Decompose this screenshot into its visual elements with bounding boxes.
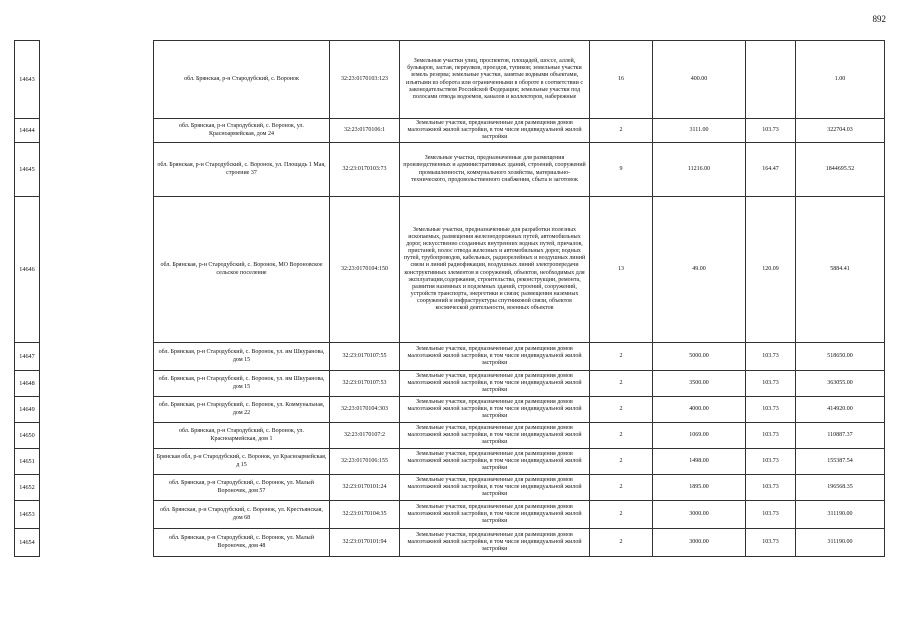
address-cell: обл. Брянская, р-н Стародубский, с. Воронок, ул. Малый Вороночек, дом 57	[154, 475, 330, 501]
cadastral-value-cell: 311190.00	[796, 501, 885, 529]
row-number: 14654	[15, 529, 40, 557]
blank-column	[40, 197, 154, 343]
area-cell: 1498.00	[653, 449, 746, 475]
specific-value-cell: 103.73	[746, 501, 796, 529]
cadastral-number-cell: 32:23:0170103:73	[330, 143, 400, 197]
address-cell: обл. Брянская, р-н Стародубский, с. Воронок, ул. Красноармейская, дом 24	[154, 119, 330, 143]
area-cell: 3000.00	[653, 529, 746, 557]
land-use-code-cell: 2	[590, 529, 653, 557]
cadastral-number-cell: 32:23:0170107:55	[330, 343, 400, 371]
address-cell: обл. Брянская, р-н Стародубский, с. Воронок, ул. им Шкуранова, дом 15	[154, 343, 330, 371]
address-cell: обл. Брянская, р-н Стародубский, с. Воронок, ул. им Шкуранова, дом 15	[154, 371, 330, 397]
table-row	[15, 449, 885, 475]
cadastral-value-cell: 363055.00	[796, 371, 885, 397]
specific-value-cell: 164.47	[746, 143, 796, 197]
row-number: 14645	[15, 143, 40, 197]
row-number: 14648	[15, 371, 40, 397]
land-use-cell: Земельные участки, предназначенные для размещения домов малоэтажной жилой застройки, в том числе индивидуальной жилой застройки	[400, 449, 590, 475]
land-use-code-cell: 9	[590, 143, 653, 197]
cadastral-value-cell: 155387.54	[796, 449, 885, 475]
area-cell: 49.00	[653, 197, 746, 343]
land-use-code-cell: 16	[590, 41, 653, 119]
land-use-cell: Земельные участки, предназначенные для размещения производственных и административных зданий, строений, сооружений промышленности, коммунального хозяйства, материально-технического, продовольственного снабжения, сбыта и заготовок	[400, 143, 590, 197]
cadastral-value-cell: 518650.00	[796, 343, 885, 371]
cadastral-number-cell: 32:23:0170107:2	[330, 423, 400, 449]
blank-column	[40, 529, 154, 557]
cadastral-value-cell: 5884.41	[796, 197, 885, 343]
row-number: 14643	[15, 41, 40, 119]
table-row	[15, 143, 885, 197]
row-number: 14652	[15, 475, 40, 501]
row-number: 14650	[15, 423, 40, 449]
area-cell: 3500.00	[653, 371, 746, 397]
land-use-cell: Земельные участки, предназначенные для размещения домов малоэтажной жилой застройки, в том числе индивидуальной жилой застройки	[400, 371, 590, 397]
land-use-cell: Земельные участки, предназначенные для размещения домов малоэтажной жилой застройки, в том числе индивидуальной жилой застройки	[400, 343, 590, 371]
land-valuation-table	[14, 40, 885, 557]
blank-column	[40, 423, 154, 449]
table-row	[15, 397, 885, 423]
address-cell: обл. Брянская, р-н Стародубский, с. Воронок, ул. Малый Вороночек, дом 48	[154, 529, 330, 557]
table-row	[15, 371, 885, 397]
cadastral-number-cell: 32:23:0170106:1	[330, 119, 400, 143]
land-use-cell: Земельные участки, предназначенные для размещения домов малоэтажной жилой застройки, в том числе индивидуальной жилой застройки	[400, 423, 590, 449]
table-row	[15, 475, 885, 501]
area-cell: 4000.00	[653, 397, 746, 423]
cadastral-number-cell: 32:23:0170101:94	[330, 529, 400, 557]
address-cell: обл. Брянская, р-н Стародубский, с. Воронок, МО Вороновское сельское поселение	[154, 197, 330, 343]
cadastral-number-cell: 32:23:0170106:155	[330, 449, 400, 475]
land-use-cell: Земельные участки, предназначенные для размещения домов малоэтажной жилой застройки, в том числе индивидуальной жилой застройки	[400, 501, 590, 529]
blank-column	[40, 501, 154, 529]
specific-value-cell: 120.09	[746, 197, 796, 343]
address-cell: Брянская обл, р-н Стародубский, с. Воронок, ул Красноармейская, д 15	[154, 449, 330, 475]
land-use-code-cell: 2	[590, 449, 653, 475]
table-row	[15, 119, 885, 143]
land-use-code-cell: 2	[590, 501, 653, 529]
land-use-cell: Земельные участки, предназначенные для размещения домов малоэтажной жилой застройки, в том числе индивидуальной жилой застройки	[400, 397, 590, 423]
land-use-code-cell: 2	[590, 119, 653, 143]
land-use-cell: Земельные участки, предназначенные для разработки полезных ископаемых, размещения железнодорожных путей, автомобильных дорог, искусственно созданных внутренних водных путей, причалов, пристаней, полос отвода железных и автомобильных дорог, водных путей, трубопроводов, кабельных, радиорелейных и воздушных линий связи и линий радиофикации, воздушных линий электропередачи конструктивных элементов и сооружений, объектов, необходимых для эксплуатации,содержания, строительства, реконструкции, ремонта, развития наземных и подземных зданий, строений, сооружений, устройств транспорта, энергетики и связи; размещения наземных сооружений и инфраструктуры спутниковой связи, объектов космической деятельности, военных объектов	[400, 197, 590, 343]
specific-value-cell: 103.73	[746, 397, 796, 423]
cadastral-value-cell: 322704.03	[796, 119, 885, 143]
blank-column	[40, 119, 154, 143]
specific-value-cell: 103.73	[746, 371, 796, 397]
land-use-cell: Земельные участки улиц, проспектов, площадей, шоссе, аллей, бульваров, застав, переулков, проездов, тупиков; земельные участки земель резерва; земельные участки, занятые водными объектами, изъятыми из оборота или ограниченными в обороте в соответствии с законодательством Российской Федерации; земельные участки под полосами отвода водоемов, каналов и коллекторов, набережные	[400, 41, 590, 119]
blank-column	[40, 143, 154, 197]
cadastral-value-cell: 1844695.52	[796, 143, 885, 197]
address-cell: обл. Брянская, р-н Стародубский, с. Воронок	[154, 41, 330, 119]
table-row	[15, 41, 885, 119]
specific-value-cell: 103.73	[746, 475, 796, 501]
land-use-cell: Земельные участки, предназначенные для размещения домов малоэтажной жилой застройки, в том числе индивидуальной жилой застройки	[400, 475, 590, 501]
land-use-cell: Земельные участки, предназначенные для размещения домов малоэтажной жилой застройки, в том числе индивидуальной жилой застройки	[400, 119, 590, 143]
land-use-code-cell: 2	[590, 423, 653, 449]
cadastral-number-cell: 32:23:0170101:24	[330, 475, 400, 501]
blank-column	[40, 41, 154, 119]
row-number: 14646	[15, 197, 40, 343]
specific-value-cell	[746, 41, 796, 119]
specific-value-cell: 103.73	[746, 119, 796, 143]
address-cell: обл. Брянская, р-н Стародубский, с. Воронок, ул. Коммунальная, дом 22	[154, 397, 330, 423]
area-cell: 1069.00	[653, 423, 746, 449]
table-row	[15, 197, 885, 343]
land-use-code-cell: 13	[590, 197, 653, 343]
specific-value-cell: 103.73	[746, 529, 796, 557]
land-use-code-cell: 2	[590, 475, 653, 501]
table-row	[15, 343, 885, 371]
specific-value-cell: 103.73	[746, 343, 796, 371]
cadastral-number-cell: 32:23:0170103:123	[330, 41, 400, 119]
blank-column	[40, 371, 154, 397]
blank-column	[40, 449, 154, 475]
cadastral-value-cell: 414920.00	[796, 397, 885, 423]
row-number: 14651	[15, 449, 40, 475]
area-cell: 5000.00	[653, 343, 746, 371]
blank-column	[40, 475, 154, 501]
blank-column	[40, 343, 154, 371]
area-cell: 400.00	[653, 41, 746, 119]
cadastral-number-cell: 32:23:0170104:35	[330, 501, 400, 529]
cadastral-value-cell: 311190.00	[796, 529, 885, 557]
cadastral-number-cell: 32:23:0170104:303	[330, 397, 400, 423]
address-cell: обл. Брянская, р-н Стародубский, с. Воронок, ул. Крестьянская, дом 68	[154, 501, 330, 529]
address-cell: обл. Брянская, р-н Стародубский, с. Воронок, ул. Красноармейская, дом 1	[154, 423, 330, 449]
land-use-code-cell: 2	[590, 371, 653, 397]
table-row	[15, 423, 885, 449]
blank-column	[40, 397, 154, 423]
land-use-cell: Земельные участки, предназначенные для размещения домов малоэтажной жилой застройки, в том числе индивидуальной жилой застройки	[400, 529, 590, 557]
row-number: 14644	[15, 119, 40, 143]
cadastral-number-cell: 32:23:0170104:150	[330, 197, 400, 343]
specific-value-cell: 103.73	[746, 423, 796, 449]
cadastral-value-cell: 110887.37	[796, 423, 885, 449]
page-number: 892	[872, 14, 886, 24]
cadastral-number-cell: 32:23:0170107:53	[330, 371, 400, 397]
area-cell: 1895.00	[653, 475, 746, 501]
row-number: 14647	[15, 343, 40, 371]
row-number: 14653	[15, 501, 40, 529]
table-row	[15, 501, 885, 529]
row-number: 14649	[15, 397, 40, 423]
land-use-code-cell: 2	[590, 397, 653, 423]
table-row	[15, 529, 885, 557]
table-body	[15, 41, 885, 557]
land-use-code-cell: 2	[590, 343, 653, 371]
cadastral-value-cell: 1.00	[796, 41, 885, 119]
address-cell: обл. Брянская, р-н Стародубский, с. Воронок, ул. Площадь 1 Мая, строение 37	[154, 143, 330, 197]
area-cell: 11216.00	[653, 143, 746, 197]
area-cell: 3000.00	[653, 501, 746, 529]
cadastral-value-cell: 196568.35	[796, 475, 885, 501]
area-cell: 3111.00	[653, 119, 746, 143]
specific-value-cell: 103.73	[746, 449, 796, 475]
